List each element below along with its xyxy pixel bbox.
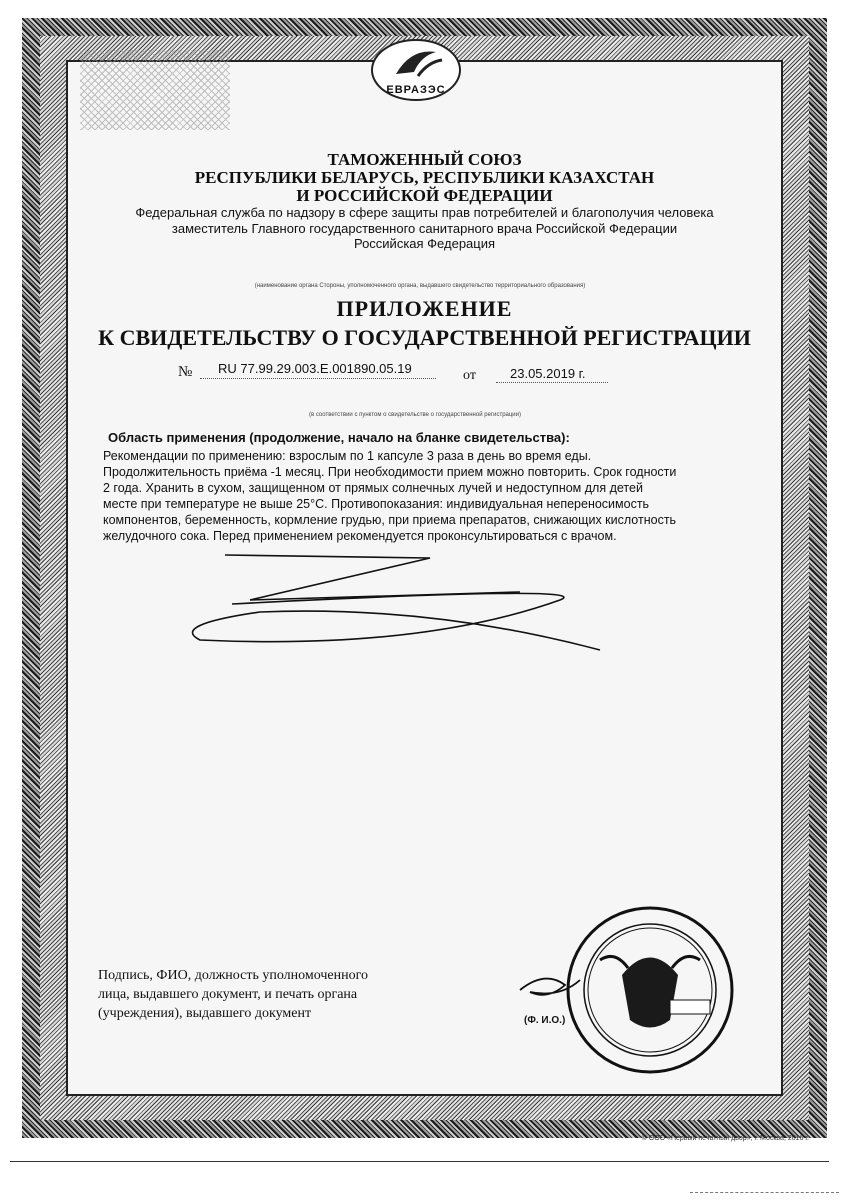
signatory-position: заместитель Главного государственного санитарного врача Российской Федерации [171, 221, 678, 236]
signature-mark [520, 979, 580, 995]
emblem-text: ЕВРАЗЭС [386, 84, 446, 96]
document-title: ПРИЛОЖЕНИЕ [336, 296, 513, 321]
seal-icon [568, 908, 732, 1072]
page-divider [10, 1161, 829, 1162]
document-subtitle: К СВИДЕТЕЛЬСТВУ О ГОСУДАРСТВЕННОЙ РЕГИСТРАЦИИ [98, 325, 751, 350]
page-divider-short [690, 1192, 839, 1193]
printer-imprint: © ООО «Первый печатный двор», г. Москва, 2016 г. [641, 1135, 809, 1142]
content-line: Рекомендации по применению: взрослым по 1 капсуле 3 раза в день во время еды. [103, 449, 592, 463]
content-line: 2 года. Хранить в сухом, защищенном от прямых солнечных лучей и недоступном для детей [103, 481, 643, 495]
registration-date: 23.05.2019 г. [510, 366, 586, 381]
signature-caption-line: (учреждения), выдавшего документ [98, 1006, 312, 1021]
fine-print-above-title: (наименование органа Стороны, уполномоченного органа, выдавшего свидетельство территориального образования) [254, 283, 586, 289]
number-symbol: № [178, 364, 193, 380]
signature-caption-line: лица, выдавшего документ, и печать органа [98, 987, 358, 1002]
fine-print-below-number: (в соответствии с пунктом о свидетельстве о государственной регистрации) [308, 412, 522, 418]
header-line-2: РЕСПУБЛИКИ БЕЛАРУСЬ, РЕСПУБЛИКИ КАЗАХСТАН [194, 168, 655, 187]
content-line: Продолжительность приёма -1 месяц. При необходимости прием можно повторить. Срок годности [103, 465, 677, 479]
fio-label: (Ф. И.О.) [524, 1015, 566, 1026]
content-line: компонентов, беременность, кормление грудью, при приема препаратов, снижающих кислотность [103, 513, 677, 527]
content-line: желудочного сока. Перед применением рекомендуется проконсультироваться с врачом. [103, 529, 617, 543]
issuing-agency: Федеральная служба по надзору в сфере защиты прав потребителей и благополучия человека [135, 205, 714, 220]
registration-number: RU 77.99.29.003.E.001890.05.19 [218, 361, 412, 376]
header-line-1: ТАМОЖЕННЫЙ СОЮЗ [327, 150, 522, 169]
country: Российская Федерация [353, 236, 496, 251]
signature-caption-line: Подпись, ФИО, должность уполномоченного [98, 968, 368, 983]
header-line-3: И РОССИЙСКОЙ ФЕДЕРАЦИИ [296, 186, 553, 205]
section-title: Область применения (продолжение, начало на бланке свидетельства): [108, 430, 570, 445]
from-label: от [463, 368, 476, 383]
content-line: месте при температуре не выше 25°С. Противопоказания: индивидуальная непереносимость [103, 497, 650, 511]
